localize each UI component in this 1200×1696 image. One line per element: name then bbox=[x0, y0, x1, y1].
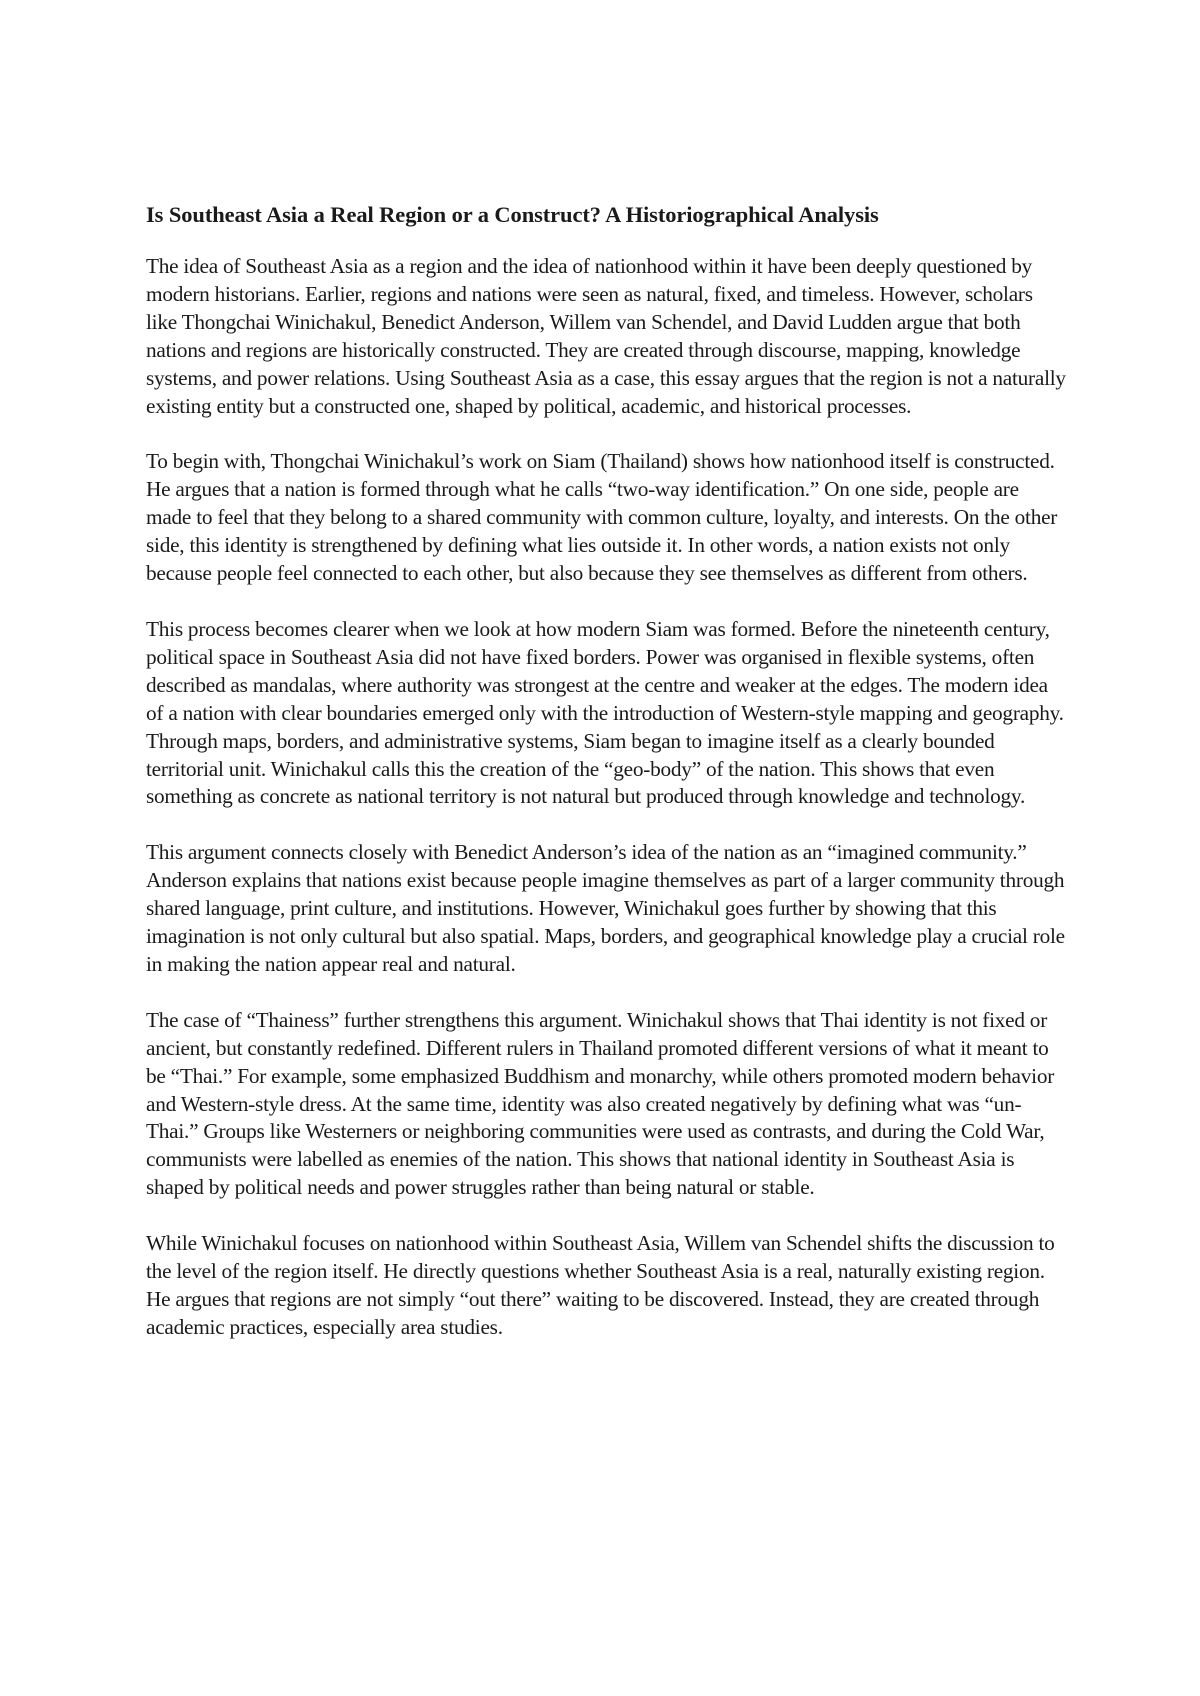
paragraph: This process becomes clearer when we look at how modern Siam was formed. Before the nineteenth century, political space in Southeast Asia did not have fixed borders. Power was organised in flexible systems, often described as mandalas, where authority was strongest at the centre and weaker at the edges. The modern idea of a nation with clear boundaries emerged only with the introduction of Western-style mapping and geography. Through maps, borders, and administrative systems, Siam began to imagine itself as a clearly bounded territorial unit. Winichakul calls this the creation of the “geo-body” of the nation. This shows that even something as concrete as national territory is not natural but produced through knowledge and technology. bbox=[146, 616, 1064, 809]
document-body bbox=[146, 201, 1066, 1370]
paragraph: This argument connects closely with Benedict Anderson’s idea of the nation as an “imagined community.” Anderson explains that nations exist because people imagine themselves as part of a larger community through shared language, print culture, and institutions. However, Winichakul goes further by showing that this imagination is not only cultural but also spatial. Maps, borders, and geographical knowledge play a crucial role in making the nation appear real and natural. bbox=[146, 840, 1065, 976]
paragraph: The idea of Southeast Asia as a region and the idea of nationhood within it have been deeply questioned by modern historians. Earlier, regions and nations were seen as natural, fixed, and timeless. However, scholars like Thongchai Winichakul, Benedict Anderson, Willem van Schendel, and David Ludden argue that both nations and regions are historically constructed. They are created through discourse, mapping, knowledge systems, and power relations. Using Southeast Asia as a case, this essay argues that the region is not a naturally existing entity but a constructed one, shaped by political, academic, and historical processes. bbox=[146, 254, 1066, 418]
paragraph: While Winichakul focuses on nationhood within Southeast Asia, Willem van Schendel shifts the discussion to the level of the region itself. He directly questions whether Southeast Asia is a real, naturally existing region. He argues that regions are not simply “out there” waiting to be discovered. Instead, they are created through academic practices, especially area studies. bbox=[146, 1231, 1055, 1339]
document-title: Is Southeast Asia a Real Region or a Construct? A Historiographical Analysis bbox=[146, 202, 879, 227]
paragraph: The case of “Thainess” further strengthens this argument. Winichakul shows that Thai identity is not fixed or ancient, but constantly redefined. Different rulers in Thailand promoted different versions of what it meant to be “Thai.” For example, some emphasized Buddhism and monarchy, while others promoted modern behavior and Western-style dress. At the same time, identity was also created negatively by defining what was “un-Thai.” Groups like Westerners or neighboring communities were used as contrasts, and during the Cold War, communists were labelled as enemies of the nation. This shows that national identity in Southeast Asia is shaped by political needs and power struggles rather than being natural or stable. bbox=[146, 1007, 1055, 1200]
paragraph: To begin with, Thongchai Winichakul’s work on Siam (Thailand) shows how nationhood itself is constructed. He argues that a nation is formed through what he calls “two-way identification.” On one side, people are made to feel that they belong to a shared community with common culture, loyalty, and interests. On the other side, this identity is strengthened by defining what lies outside it. In other words, a nation exists not only because people feel connected to each other, but also because they see themselves as different from others. bbox=[146, 449, 1058, 586]
